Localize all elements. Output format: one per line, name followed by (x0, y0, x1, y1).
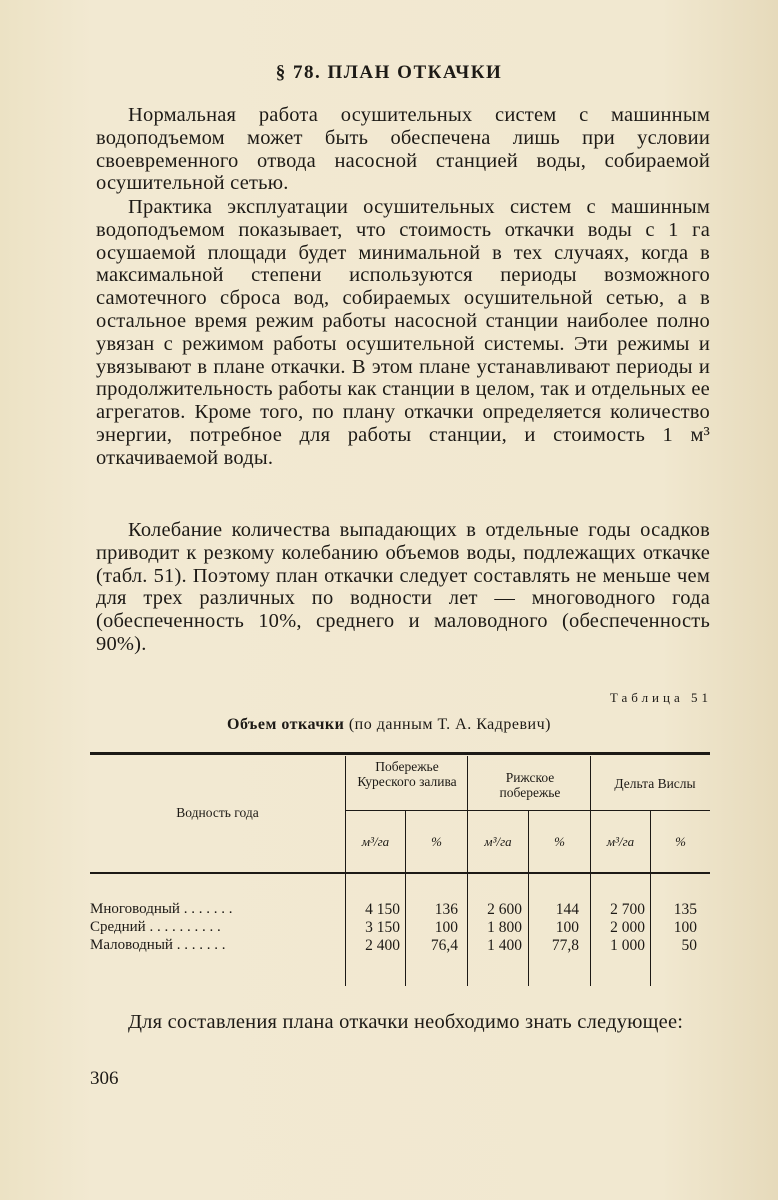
table-cell: 2 400 (365, 937, 400, 954)
table-top-rule (90, 752, 710, 755)
table-cell: 1 000 (610, 937, 645, 954)
table-cell: 2 000 (610, 919, 645, 936)
table-cell: 4 150 (365, 901, 400, 918)
row-header: Водность года (176, 805, 259, 820)
table-title-source: (по данным Т. А. Кадревич) (348, 716, 551, 733)
unit-header: м³/га (361, 834, 390, 849)
paragraph-4: Для составления плана откачки необходимо знать следующее: (128, 1011, 684, 1033)
unit-header: м³/га (606, 834, 635, 849)
table-cell: 1 800 (487, 919, 522, 936)
table-cell: 3 150 (365, 919, 400, 936)
table-cell: 144 (555, 901, 579, 918)
paragraph-2: Практика эксплуатации осушительных систем с машинным водоподъемом показывает, что стоимость откачки воды с 1 га осушаемой площади будет минимальной в тех случаях, когда в максимальной степени используются периоды возможного самотечного сброса вод, собираемых осушительной сетью, а в остальное время режим работы насосной станции наиболее полно увязан с режимом работы осушительной системы. Эти режимы и увязывают в плане откачки. В этом плане устанавливают периоды и продолжительность работы как станции в целом, так и отдельных ее агрегатов. Кроме того, по плану откачки определяется количество энергии, потребное для работы станции, и стоимость 1 м³ откачиваемой воды. (96, 196, 710, 469)
header-bottom-rule (90, 872, 710, 874)
paragraph-1: Нормальная работа осушительных систем с машинным водоподъемом может быть обеспечена лишь при условии своевременного отвода насосной станцией воды, собираемой осушительной сетью. (96, 104, 710, 195)
table-cell: 136 (434, 901, 458, 918)
table-cell: 100 (434, 919, 458, 936)
table-cell: 77,8 (551, 937, 579, 954)
table-cell: 100 (673, 919, 697, 936)
group-header-2: Рижское побережье (499, 770, 561, 800)
table-cell: 135 (673, 901, 697, 918)
page-number: 306 (90, 1068, 119, 1089)
unit-header: % (675, 834, 686, 849)
table-title-bold: Объем откачки (227, 716, 345, 733)
table-cell: 2 600 (487, 901, 522, 918)
unit-header: % (431, 834, 442, 849)
table-cell: 50 (681, 937, 697, 954)
group-header-3: Дельта Вислы (614, 776, 696, 791)
group-header-1: Побережье Куреского залива (357, 759, 457, 789)
table-row-label: Многоводный . . . . . . . (90, 901, 233, 917)
unit-header: м³/га (484, 834, 512, 849)
table-row-label: Маловодный . . . . . . . (90, 937, 226, 953)
paragraph-3: Колебание количества выпадающих в отдельные годы осадков приводит к резкому колебанию объемов воды, подлежащих откачке (табл. 51). Поэтому план откачки следует составлять не меньше чем для трех различных по водности лет — многоводного года (обеспеченность 10%, среднего и маловодного (обеспеченность 90%). (96, 519, 710, 655)
unit-header: % (554, 834, 565, 849)
table-cell: 76,4 (430, 937, 458, 954)
table-number: Таблица 51 (609, 690, 712, 705)
table-cell: 1 400 (487, 937, 522, 954)
table-cell: 100 (555, 919, 579, 936)
table-row-label: Средний . . . . . . . . . . (90, 919, 221, 935)
table-cell: 2 700 (610, 901, 645, 918)
section-heading: § 78. ПЛАН ОТКАЧКИ (275, 62, 503, 83)
